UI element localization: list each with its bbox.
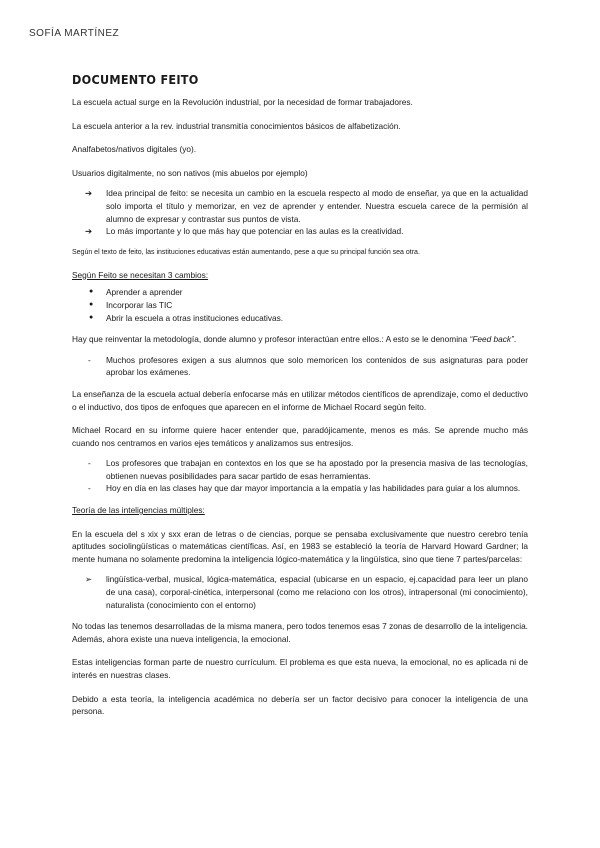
triangle-list (72, 573, 528, 611)
dash-list (72, 457, 528, 495)
paragraph: Analfabetos/nativos digitales (yo). (72, 144, 197, 155)
list-item-text: Abrir la escuela a otras instituciones educativas. (106, 312, 284, 323)
list-item (72, 225, 528, 238)
paragraph: En la escuela del s xix y sxx eran de letras o de ciencias, porque se pensaba exclusivamente que nuestro cerebro tenía aptitudes sociolingüísticas o matemáticas científicas. Así, en 1983 se estableció la teoría de Harvard Howard Gardner; la mente humana no solamente predomina la inteligencia lógico-matemática y la lingüística, sino que tiene 7 partes/parcelas: (72, 528, 528, 564)
bullet-icon: ● (89, 313, 94, 321)
section-heading: Teoría de las inteligencias múltiples: (72, 505, 205, 516)
list-item (72, 286, 528, 299)
bullet-list (72, 286, 528, 324)
dash-icon: - (88, 354, 91, 365)
list-item (72, 457, 528, 482)
list-item-text: Muchos profesores exigen a sus alumnos que solo memoricen los contenidos de sus asignaturas para poder aprobar los exámenes. (106, 354, 528, 378)
paragraph: La enseñanza de la escuela actual debería enfocarse más en utilizar métodos científicos de aprendizaje, como el deductivo o el inductivo, dos tipos de enfoques que aparecen en el informe de Michael Rocard según feito. (72, 388, 528, 412)
paragraph (72, 333, 528, 346)
paragraph-text: . (513, 334, 517, 345)
section-heading: Según Feito se necesitan 3 cambios: (72, 269, 209, 280)
dash-icon: - (88, 483, 91, 494)
small-note: Según el texto de feito, las instituciones educativas están aumentando, pese a que su principal función sea otra. (72, 248, 420, 256)
document-body (72, 72, 528, 729)
paragraph: No todas las tenemos desarrolladas de la misma manera, pero todos tenemos esas 7 zonas de desarrollo de la inteligencia. Además, ahora existe una nueva inteligencia, la emocional. (72, 621, 528, 644)
list-item (72, 312, 528, 325)
bullet-icon: ● (89, 288, 94, 296)
list-item (72, 573, 528, 611)
paragraph: La escuela anterior a la rev. industrial transmitía conocimientos básicos de alfabetización. (72, 120, 401, 131)
dash-list (72, 354, 528, 379)
list-item-text: Hoy en día en las clases hay que dar mayor importancia a la empatía y las habilidades para guiar a los alumnos. (106, 483, 521, 494)
paragraph-text: Hay que reinventar la metodología, donde alumno y profesor interactúan entre ellos.: A esto se le denomina (72, 334, 470, 345)
arrow-list (72, 187, 528, 237)
paragraph: Michael Rocard en su informe quiere hacer entender que, paradójicamente, menos es más. Se aprende mucho más cuando nos centramos en varios ejes temáticos y analizamos sus entresijos. (72, 425, 528, 448)
triangle-arrow-icon: ➢ (85, 574, 92, 585)
list-item-text: Aprender a aprender (106, 287, 183, 298)
list-item-text: Lo más importante y lo que más hay que potenciar en las aulas es la creatividad. (106, 226, 404, 237)
paragraph: La escuela actual surge en la Revolución industrial, por la necesidad de formar trabajadores. (72, 97, 413, 107)
paragraph: Debido a esta teoría, la inteligencia académica no debería ser un factor decisivo para conocer la inteligencia de una persona. (72, 693, 528, 717)
list-item (72, 299, 528, 312)
list-item-text: Idea principal de feito: se necesita un cambio en la escuela respecto al modo de enseñar, ya que en la actualidad solo importa el título y memorizar, en vez de aprender y entender. Nuestra escuela carece de la permisión al alumno de expresar y contrastar sus puntos de vista. (106, 188, 528, 224)
list-item-text: Los profesores que trabajan en contextos en los que se ha apostado por la presencia masiva de las tecnologías, obtienen nuevas posibilidades para sacar partido de esas herramientas. (106, 458, 528, 481)
document-title: DOCUMENTO FEITO (72, 72, 199, 87)
paragraph: Usuarios digitalmente, no son nativos (mis abuelos por ejemplo) (72, 167, 308, 178)
paragraph: Estas inteligencias forman parte de nuestro currículum. El problema es que esta nueva, la emocional, no es aplicada ni de interés en nuestras clases. (72, 657, 528, 680)
list-item (72, 482, 528, 495)
dash-icon: - (88, 458, 91, 469)
arrow-right-icon: ➔ (85, 188, 92, 199)
feedback-term: “Feed back” (469, 334, 514, 345)
list-item (72, 187, 528, 225)
arrow-right-icon: ➔ (85, 226, 92, 237)
list-item (72, 354, 528, 379)
list-item-text: lingüística-verbal, musical, lógica-matemática, espacial (ubicarse en un espacio, ej.capacidad para leer un plano de una casa), corporal-cinética, interpersonal (como me relaciono con los otros), intrapersonal (mi conocimiento), naturalista (conocimiento con el entorno) (106, 574, 528, 610)
list-item-text: Incorporar las TIC (106, 299, 173, 310)
author-header: SOFÍA MARTÍNEZ (29, 28, 120, 39)
bullet-icon: ● (89, 300, 94, 308)
